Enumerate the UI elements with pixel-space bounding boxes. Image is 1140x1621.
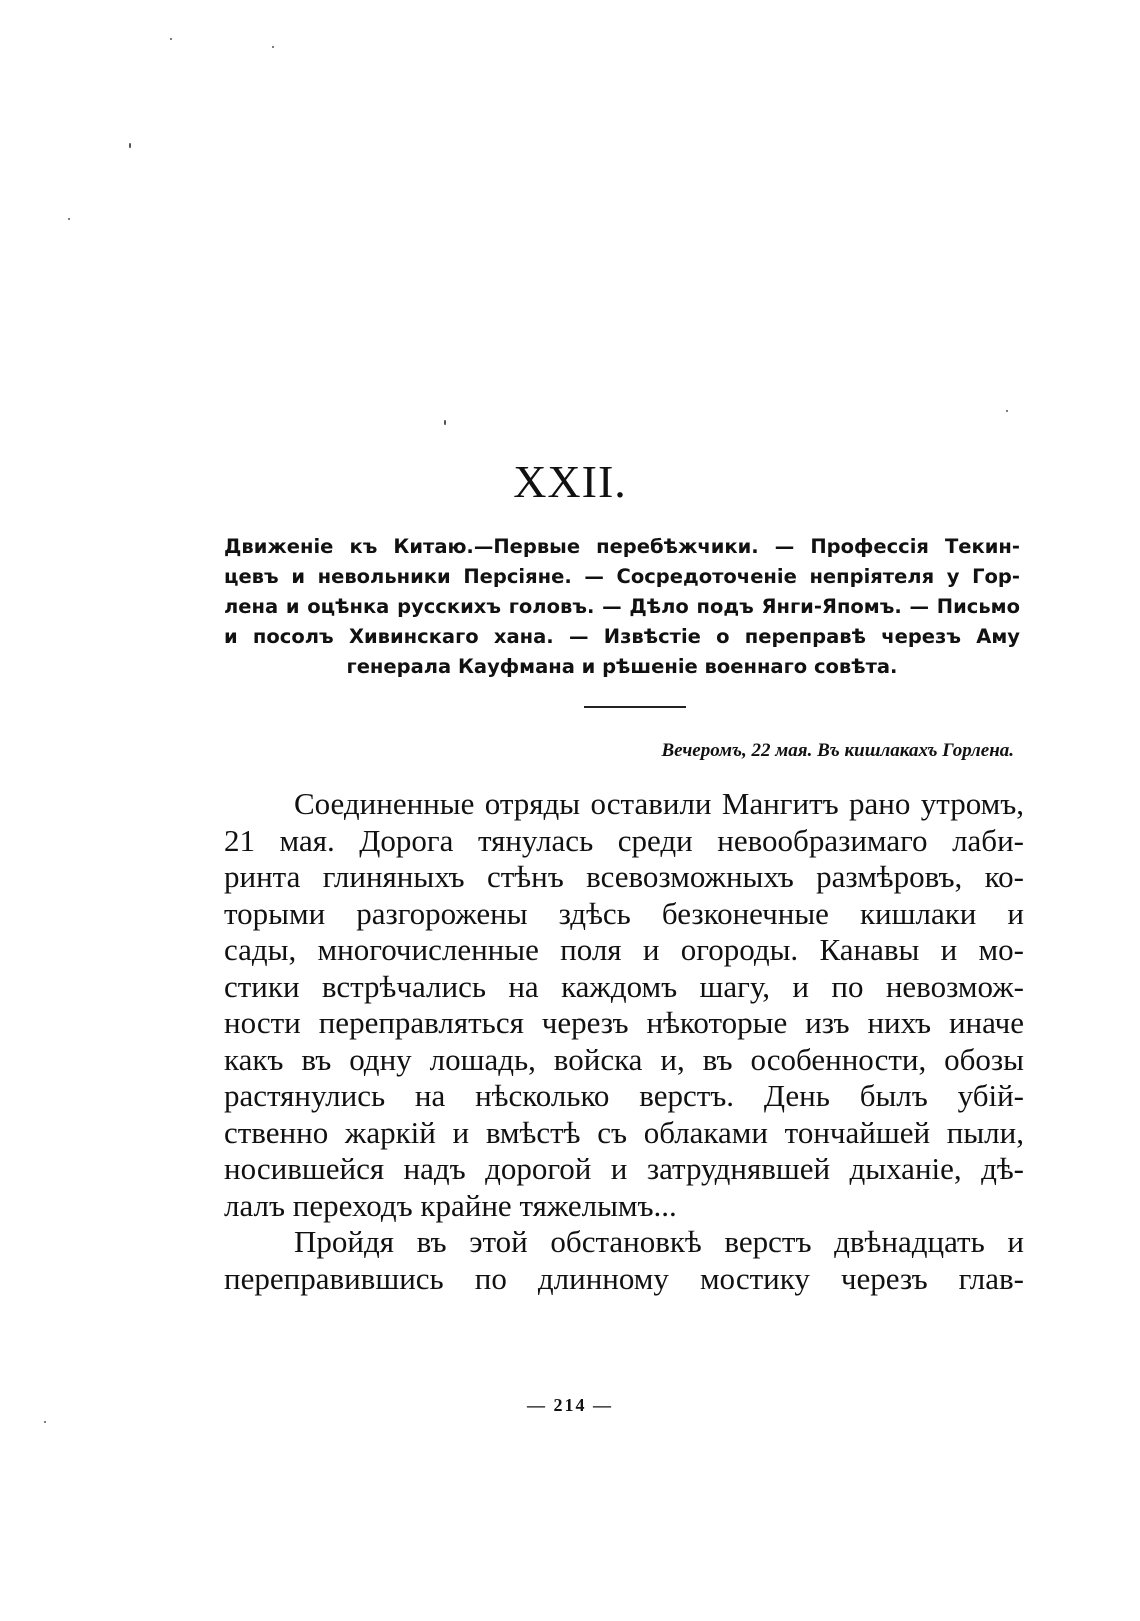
- scan-speck: [1006, 410, 1008, 412]
- dateline: Вечеромъ, 22 мая. Въ кишлакахъ Горлена.: [661, 740, 1014, 761]
- text-line: носившейся надъ дорогой и затруднявшей дыханіе, дѣ-: [224, 1151, 1024, 1186]
- body-text: [224, 786, 1024, 1297]
- text-line: Соединенные отряды оставили Мангитъ рано утромъ,: [294, 786, 1024, 821]
- summary-line: и посолъ Хивинскаго хана. — Извѣстіе о переправѣ черезъ Аму: [224, 625, 1020, 648]
- text-line: стики встрѣчались на каждомъ шагу, и по невозмож-: [224, 968, 1024, 1004]
- section-divider: [584, 706, 686, 708]
- summary-line: генерала Кауфмана и рѣшеніе военнаго совѣта.: [346, 655, 898, 678]
- text-line: сады, многочисленные поля и огороды. Канавы и мо-: [224, 932, 1024, 967]
- text-line: Пройдя въ этой обстановкѣ верстъ двѣнадцать и: [294, 1224, 1024, 1259]
- summary-line: цевъ и невольники Персіяне. — Сосредоточеніе непріятеля у Гор-: [224, 565, 1020, 588]
- scan-speck: [68, 218, 70, 220]
- scan-speck: [44, 1421, 46, 1423]
- text-line: растянулись на нѣсколько верстъ. День былъ убій-: [224, 1078, 1024, 1113]
- text-line: ственно жаркій и вмѣстѣ съ облаками тончайшей пыли,: [224, 1114, 1024, 1150]
- summary-line: Движеніе къ Китаю.—Первые перебѣжчики. — Профессія Текин-: [224, 535, 1020, 558]
- text-line: 21 мая. Дорога тянулась среди невообразимаго лаби-: [224, 822, 1024, 858]
- text-line: ности переправляться черезъ нѣкоторые изъ нихъ иначе: [224, 1005, 1024, 1040]
- scan-speck: [272, 46, 274, 48]
- scan-speck: [129, 143, 131, 148]
- page-number: — 214 —: [527, 1395, 613, 1415]
- text-line: лалъ переходъ крайне тяжелымъ...: [224, 1187, 677, 1223]
- text-line: торыми разгорожены здѣсь безконечные кишлаки и: [224, 895, 1024, 931]
- text-line: какъ въ одну лошадь, войска и, въ особенности, обозы: [224, 1041, 1024, 1077]
- text-line: переправившись по длинному мостику черезъ глав-: [224, 1260, 1024, 1296]
- scan-speck: [170, 38, 172, 40]
- summary-line: лена и оцѣнка русскихъ головъ. — Дѣло подъ Янги-Япомъ. — Письмо: [224, 595, 1020, 618]
- text-line: ринта глиняныхъ стѣнъ всевозможныхъ размѣровъ, ко-: [224, 859, 1024, 894]
- chapter-summary: [224, 532, 1020, 682]
- scan-speck: [444, 420, 446, 425]
- chapter-number: XXII.: [513, 456, 627, 507]
